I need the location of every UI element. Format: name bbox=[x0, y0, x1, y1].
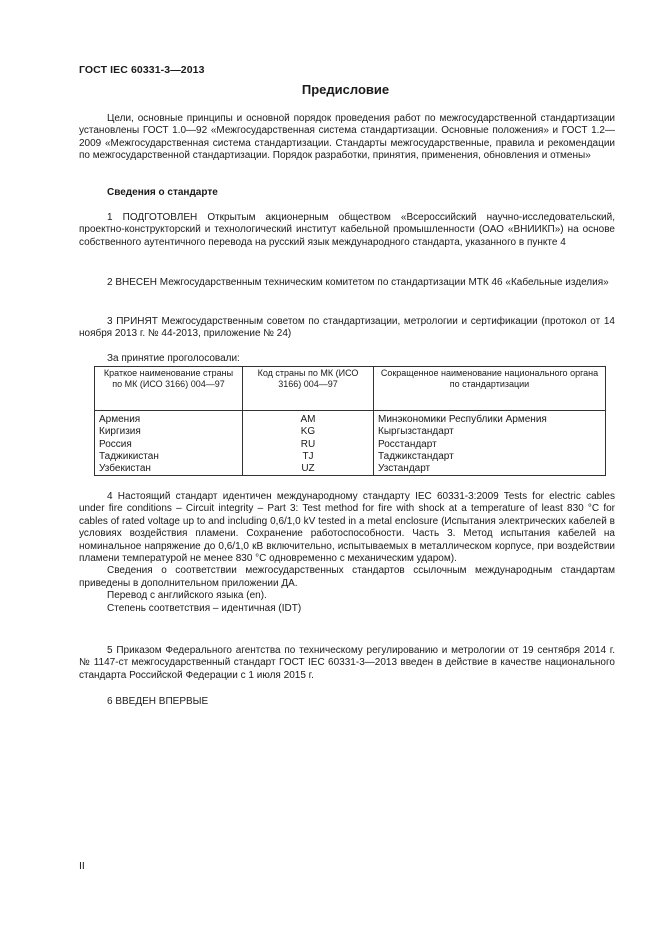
intro-paragraph: Цели, основные принципы и основной порядок проведения работ по межгосударственной стандартизации установлены ГОСТ 1.0—92 «Межгосударственная система стандартизации. Основные положения» и ГОСТ 1.2—2009 «Межгосударственная система стандартизации. Стандарты межгосударственные, правила и рекомендации по межгосударственной стандартизации. Порядок разработки, принятия, применения, обновления и отмены» bbox=[79, 113, 615, 162]
cell-country: Киргизия bbox=[95, 426, 243, 438]
cell-body: Таджикстандарт bbox=[374, 451, 606, 463]
cell-code: TJ bbox=[243, 451, 374, 463]
item-5-block bbox=[79, 645, 615, 682]
cell-country: Армения bbox=[95, 411, 243, 427]
cell-body: Минэкономики Республики Армения bbox=[374, 411, 606, 427]
page-number: II bbox=[79, 860, 85, 872]
table-row bbox=[95, 439, 606, 451]
voting-table bbox=[94, 366, 606, 476]
item-4-block bbox=[79, 491, 615, 615]
table-row bbox=[95, 463, 606, 476]
cell-code: KG bbox=[243, 426, 374, 438]
column-header-code: Код страны по МК (ИСО 3166) 004—97 bbox=[243, 367, 374, 411]
standard-info-heading: Сведения о стандарте bbox=[107, 187, 218, 198]
cell-code: UZ bbox=[243, 463, 374, 476]
column-header-body: Сокращенное наименование национального органа по стандартизации bbox=[374, 367, 606, 411]
item-4-paragraph: 4 Настоящий стандарт идентичен международному стандарту IEC 60331-3:2009 Tests for electric cables under fire conditions – Circuit integrity – Part 3: Test method for fire with shock at a temperature of least 830 °C for cables of rated voltage up to and including 0,6/1,0 kV tested in a metal enclosure (Испытания электрических кабелей в условиях воздействия пламени. Сохранение работоспособности. Часть 3. Метод испытания кабелей на номинальное напряжение до 0,6/1,0 кВ включительно, испытываемых в металлическом корпусе, при воздействии пламени температурой не менее 830 °C одновременно с механическим ударом). bbox=[79, 491, 615, 565]
standard-info-heading-block bbox=[79, 187, 615, 199]
item-1-paragraph: 1 ПОДГОТОВЛЕН Открытым акционерным обществом «Всероссийский научно-исследовательский, проектно-конструкторский и технологический институт кабельной промышленности (ОАО «ВНИИКП») на основе собственного аутентичного перевода на русский язык международного стандарта, указанного в пункте 4 bbox=[79, 212, 615, 248]
cell-body: Кыргызстандарт bbox=[374, 426, 606, 438]
item-4-translation: Перевод с английского языка (en). bbox=[107, 590, 267, 602]
item-5-paragraph: 5 Приказом Федерального агентства по техническому регулированию и метрологии от 19 сентября 2014 г. № 1147-ст межгосударственный стандарт ГОСТ IEC 60331-3—2013 введен в действие в качестве национального стандарта Российской Федерации с 1 июля 2015 г. bbox=[79, 645, 615, 681]
cell-code: AM bbox=[243, 411, 374, 427]
cell-body: Узстандарт bbox=[374, 463, 606, 476]
cell-country: Таджикистан bbox=[95, 451, 243, 463]
column-header-country: Краткое наименование страны по МК (ИСО 3166) 004—97 bbox=[95, 367, 243, 411]
item-3-block bbox=[79, 316, 615, 341]
item-2-block bbox=[79, 277, 615, 289]
item-6-block bbox=[79, 696, 615, 708]
table-row bbox=[95, 451, 606, 463]
cell-country: Россия bbox=[95, 439, 243, 451]
cell-body: Росстандарт bbox=[374, 439, 606, 451]
item-6-paragraph: 6 ВВЕДЕН ВПЕРВЫЕ bbox=[107, 696, 209, 707]
table-row bbox=[95, 411, 606, 427]
item-3-paragraph: 3 ПРИНЯТ Межгосударственным советом по стандартизации, метрологии и сертификации (протокол от 14 ноября 2013 г. № 44-2013, приложение № 24) bbox=[79, 316, 615, 340]
cell-code: RU bbox=[243, 439, 374, 451]
title-text: Предисловие bbox=[301, 82, 390, 97]
page-title bbox=[0, 82, 661, 97]
item-4-references: Сведения о соответствии межгосударственных стандартов ссылочным международным стандартам приведены в дополнительном приложении ДА. bbox=[79, 565, 615, 589]
item-4-conformity: Степень соответствия – идентичная (IDT) bbox=[107, 602, 302, 614]
intro-section bbox=[79, 113, 615, 163]
item-1-block bbox=[79, 212, 615, 249]
cell-country: Узбекистан bbox=[95, 463, 243, 476]
voting-caption-block bbox=[79, 353, 615, 365]
voting-table-header bbox=[95, 367, 606, 411]
table-row bbox=[95, 426, 606, 438]
voting-caption: За принятие проголосовали: bbox=[107, 353, 240, 364]
item-2-paragraph: 2 ВНЕСЕН Межгосударственным техническим комитетом по стандартизации МТК 46 «Кабельные изделия» bbox=[107, 277, 609, 288]
document-code: ГОСТ IEC 60331-3—2013 bbox=[79, 64, 205, 76]
